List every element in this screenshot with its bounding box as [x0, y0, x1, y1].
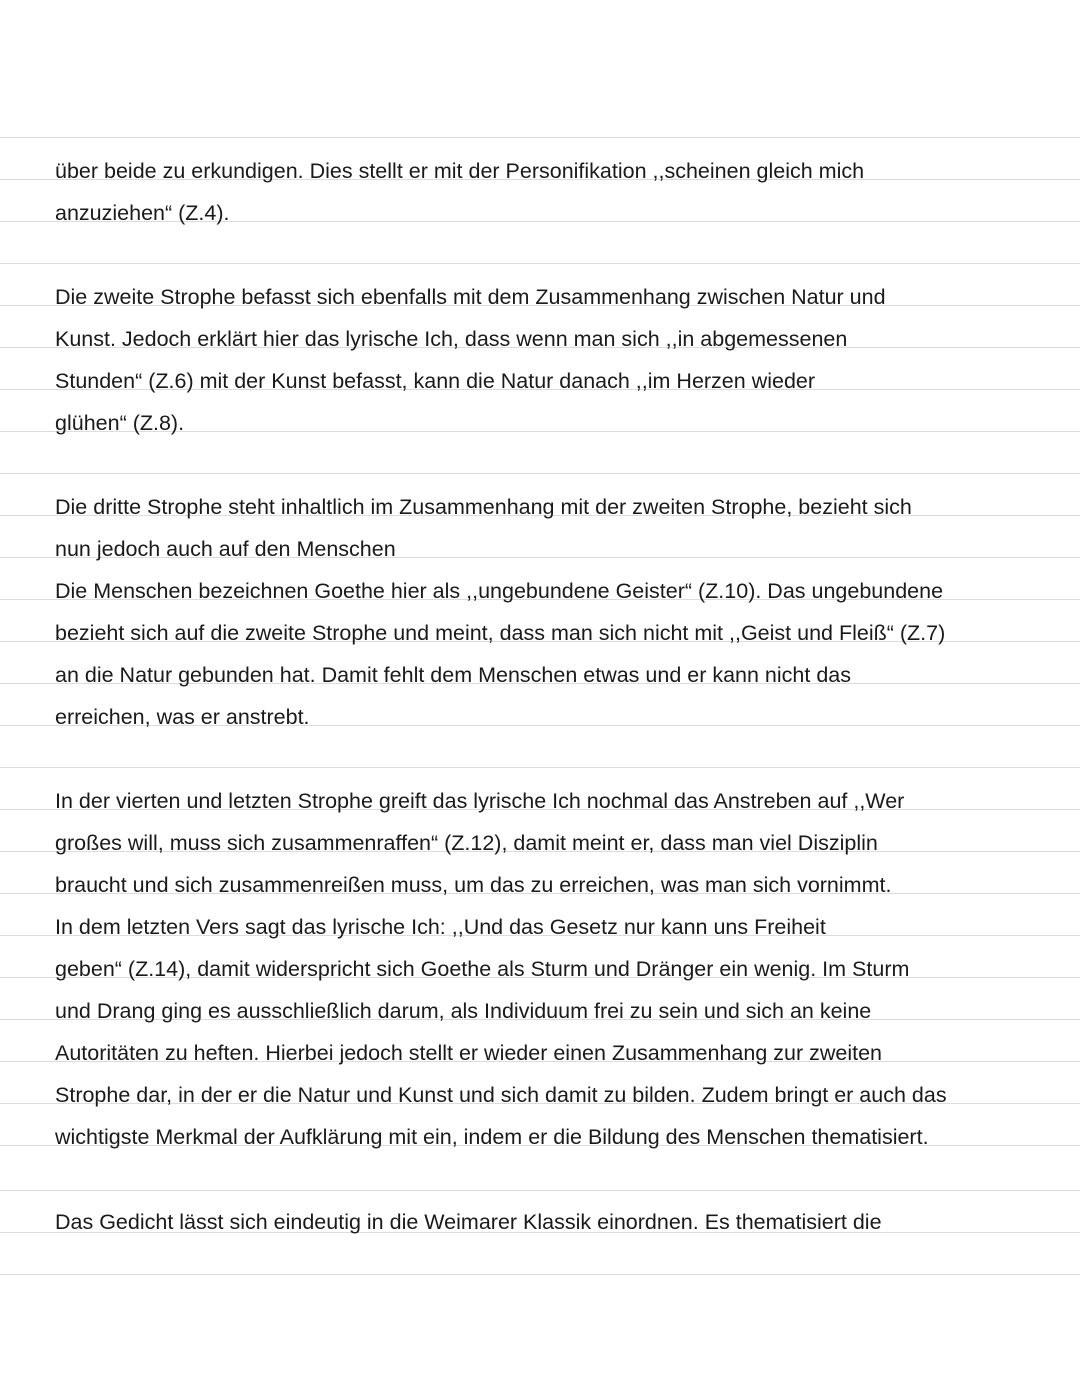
- text-line: Autoritäten zu heften. Hierbei jedoch stellt er wieder einen Zusammenhang zur zweiten: [55, 1041, 883, 1065]
- ruling-line: [0, 473, 1080, 474]
- text-line: großes will, muss sich zusammenraffen“ (Z.12), damit meint er, dass man viel Disziplin: [55, 831, 878, 855]
- text-line: Kunst. Jedoch erklärt hier das lyrische Ich, dass wenn man sich ,,in abgemessenen: [55, 327, 848, 351]
- ruling-line: [0, 767, 1080, 768]
- text-line: nun jedoch auch auf den Menschen: [55, 537, 396, 561]
- text-line: anzuziehen“ (Z.4).: [55, 201, 230, 225]
- text-line: Die Menschen bezeichnen Goethe hier als ,,ungebundene Geister“ (Z.10). Das ungebundene: [55, 579, 944, 603]
- text-line: geben“ (Z.14), damit widerspricht sich Goethe als Sturm und Dränger ein wenig. Im Sturm: [55, 957, 910, 981]
- text-line: In dem letzten Vers sagt das lyrische Ich: ,,Und das Gesetz nur kann uns Freiheit: [55, 915, 826, 939]
- text-line: an die Natur gebunden hat. Damit fehlt dem Menschen etwas und er kann nicht das: [55, 663, 851, 687]
- ruling-line: [0, 137, 1080, 138]
- text-line: braucht und sich zusammenreißen muss, um das zu erreichen, was man sich vornimmt.: [55, 873, 892, 897]
- text-line: und Drang ging es ausschließlich darum, als Individuum frei zu sein und sich an keine: [55, 999, 872, 1023]
- ruling-line: [0, 263, 1080, 264]
- text-line: Das Gedicht lässt sich eindeutig in die Weimarer Klassik einordnen. Es thematisiert die: [55, 1210, 882, 1234]
- text-line: wichtigste Merkmal der Aufklärung mit ein, indem er die Bildung des Menschen thematisiert.: [55, 1125, 929, 1149]
- text-line: erreichen, was er anstrebt.: [55, 705, 310, 729]
- text-line: In der vierten und letzten Strophe greift das lyrische Ich nochmal das Anstreben auf ,,Wer: [55, 789, 905, 813]
- text-line: Die dritte Strophe steht inhaltlich im Zusammenhang mit der zweiten Strophe, bezieht sich: [55, 495, 912, 519]
- text-line: Die zweite Strophe befasst sich ebenfalls mit dem Zusammenhang zwischen Natur und: [55, 285, 886, 309]
- text-line: glühen“ (Z.8).: [55, 411, 185, 435]
- text-line: Stunden“ (Z.6) mit der Kunst befasst, kann die Natur danach ,,im Herzen wieder: [55, 369, 816, 393]
- ruling-line: [0, 1274, 1080, 1275]
- text-line: Strophe dar, in der er die Natur und Kunst und sich damit zu bilden. Zudem bringt er auch das: [55, 1083, 947, 1107]
- ruling-line: [0, 1190, 1080, 1191]
- text-line: über beide zu erkundigen. Dies stellt er mit der Personifikation ,,scheinen gleich mich: [55, 159, 865, 183]
- text-line: bezieht sich auf die zweite Strophe und meint, dass man sich nicht mit ,,Geist und Fleiß“ (Z.7): [55, 621, 946, 645]
